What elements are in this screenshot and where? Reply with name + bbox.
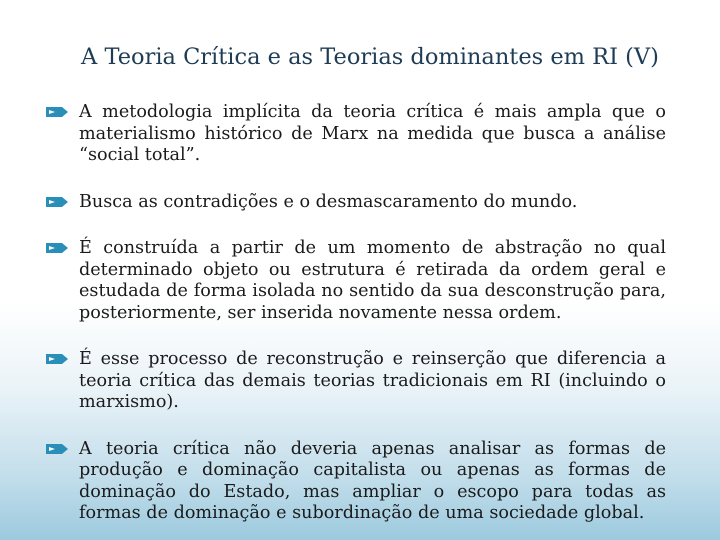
arrow-bullet-icon	[44, 238, 76, 258]
arrow-bullet-icon	[44, 102, 76, 122]
arrow-bullet-icon	[44, 439, 76, 459]
arrow-bullet-icon	[44, 192, 76, 212]
bullet-item	[40, 439, 666, 525]
bullet-item	[40, 102, 666, 167]
slide-title: A Teoria Crítica e as Teorias dominantes em RI (V)	[81, 44, 659, 70]
bullet-text: A teoria crítica não deveria apenas analisar as formas de produção e dominação capitalista ou apenas as formas de dominação do Estado, mas ampliar o escopo para todas as formas de dominação e subordinação de uma sociedade global.	[79, 438, 666, 523]
bullet-text: É construída a partir de um momento de abstração no qual determinado objeto ou estrutura é retirada da ordem geral e estudada de forma isolada no sentido da sua desconstrução para, posteriormente, ser inserida novamente nessa ordem.	[79, 238, 666, 323]
bullet-item	[40, 192, 666, 214]
bullet-list	[40, 102, 666, 540]
bullet-item	[40, 238, 666, 324]
bullet-text: A metodologia implícita da teoria crítica é mais ampla que o materialismo histórico de Marx na medida que busca a análise “social total”.	[79, 102, 666, 165]
bullet-text: É esse processo de reconstrução e reinserção que diferencia a teoria crítica das demais teorias tradicionais em RI (incluindo o marxismo).	[79, 349, 666, 412]
bullet-text: Busca as contradições e o desmascaramento do mundo.	[79, 191, 578, 212]
arrow-bullet-icon	[44, 349, 76, 369]
bullet-item	[40, 349, 666, 414]
